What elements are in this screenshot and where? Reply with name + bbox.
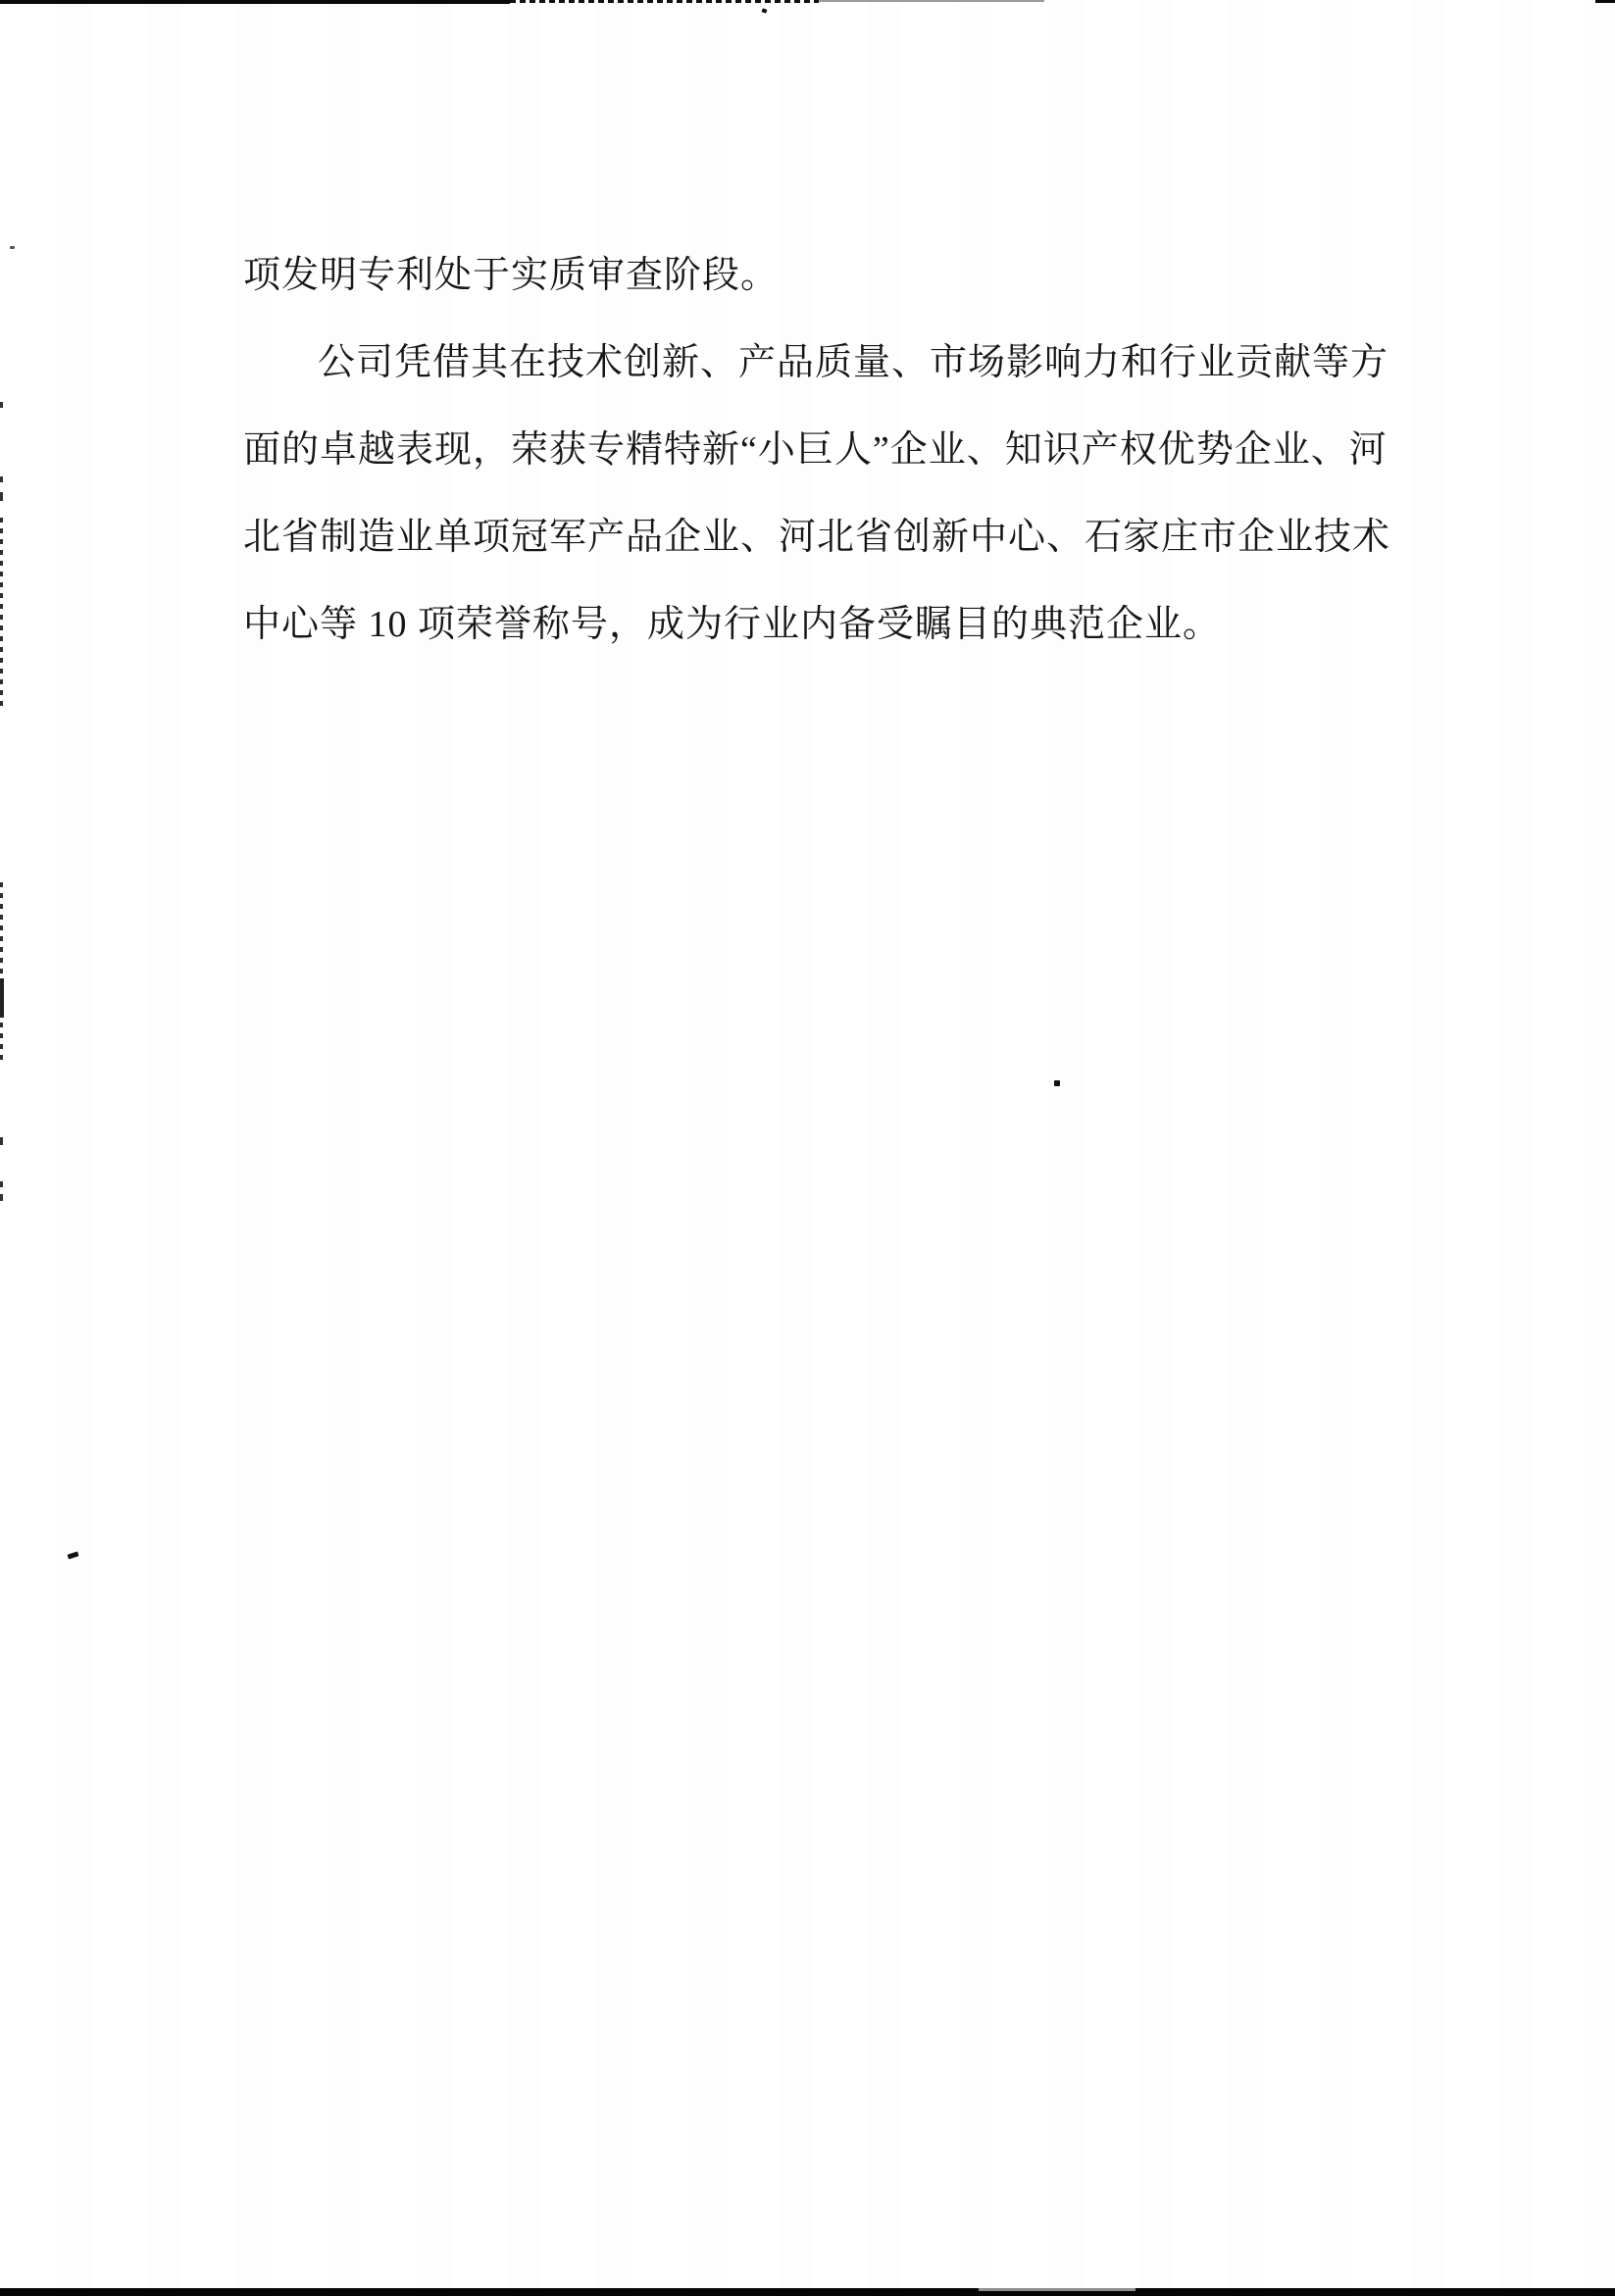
paragraph-line: 中心等 10 项荣誉称号，成为行业内备受瞩目的典范企业。 [243,604,1222,645]
scan-artifact-left-edge-tick [0,402,3,408]
scan-artifact-top-edge-dashed [510,0,819,3]
scan-artifact-top-edge-gray [819,0,1044,2]
scan-artifact-bottom-edge-gray [979,2288,1136,2291]
scan-artifact-left-edge-tick [0,1137,3,1145]
scan-artifact-left-edge-tick [0,1181,3,1187]
scan-artifact-left-edge-tick [0,1194,3,1201]
paragraph-line: 面的卓越表现，荣获专精特新“小巨人”企业、知识产权优势企业、河 [243,429,1388,471]
ink-speck-mid-right [1054,1080,1060,1086]
scan-artifact-left-edge-dashes [0,518,3,709]
scan-artifact-bottom-edge [0,2288,1615,2296]
paragraph-continuation-line: 项发明专利处于实质审查阶段。 [243,255,780,296]
ink-speck-left-upper [10,246,15,249]
paragraph-line: 公司凭借其在技术创新、产品质量、市场影响力和行业贡献等方 [318,342,1389,383]
paragraph-line: 北省制造业单项冠军产品企业、河北省创新中心、石家庄市企业技术 [243,517,1391,558]
ink-speck-left-lower [67,1551,78,1559]
scan-artifact-top-edge-solid [0,0,510,4]
ink-speck-top-center [761,8,767,13]
scan-artifact-top-right-corner [1595,0,1615,3]
scan-artifact-left-edge-bar [0,978,4,1018]
scan-artifact-left-edge-dashes [0,882,3,1064]
scan-artifact-left-edge-tick [0,492,3,501]
scan-artifact-left-edge-tick [0,476,3,482]
